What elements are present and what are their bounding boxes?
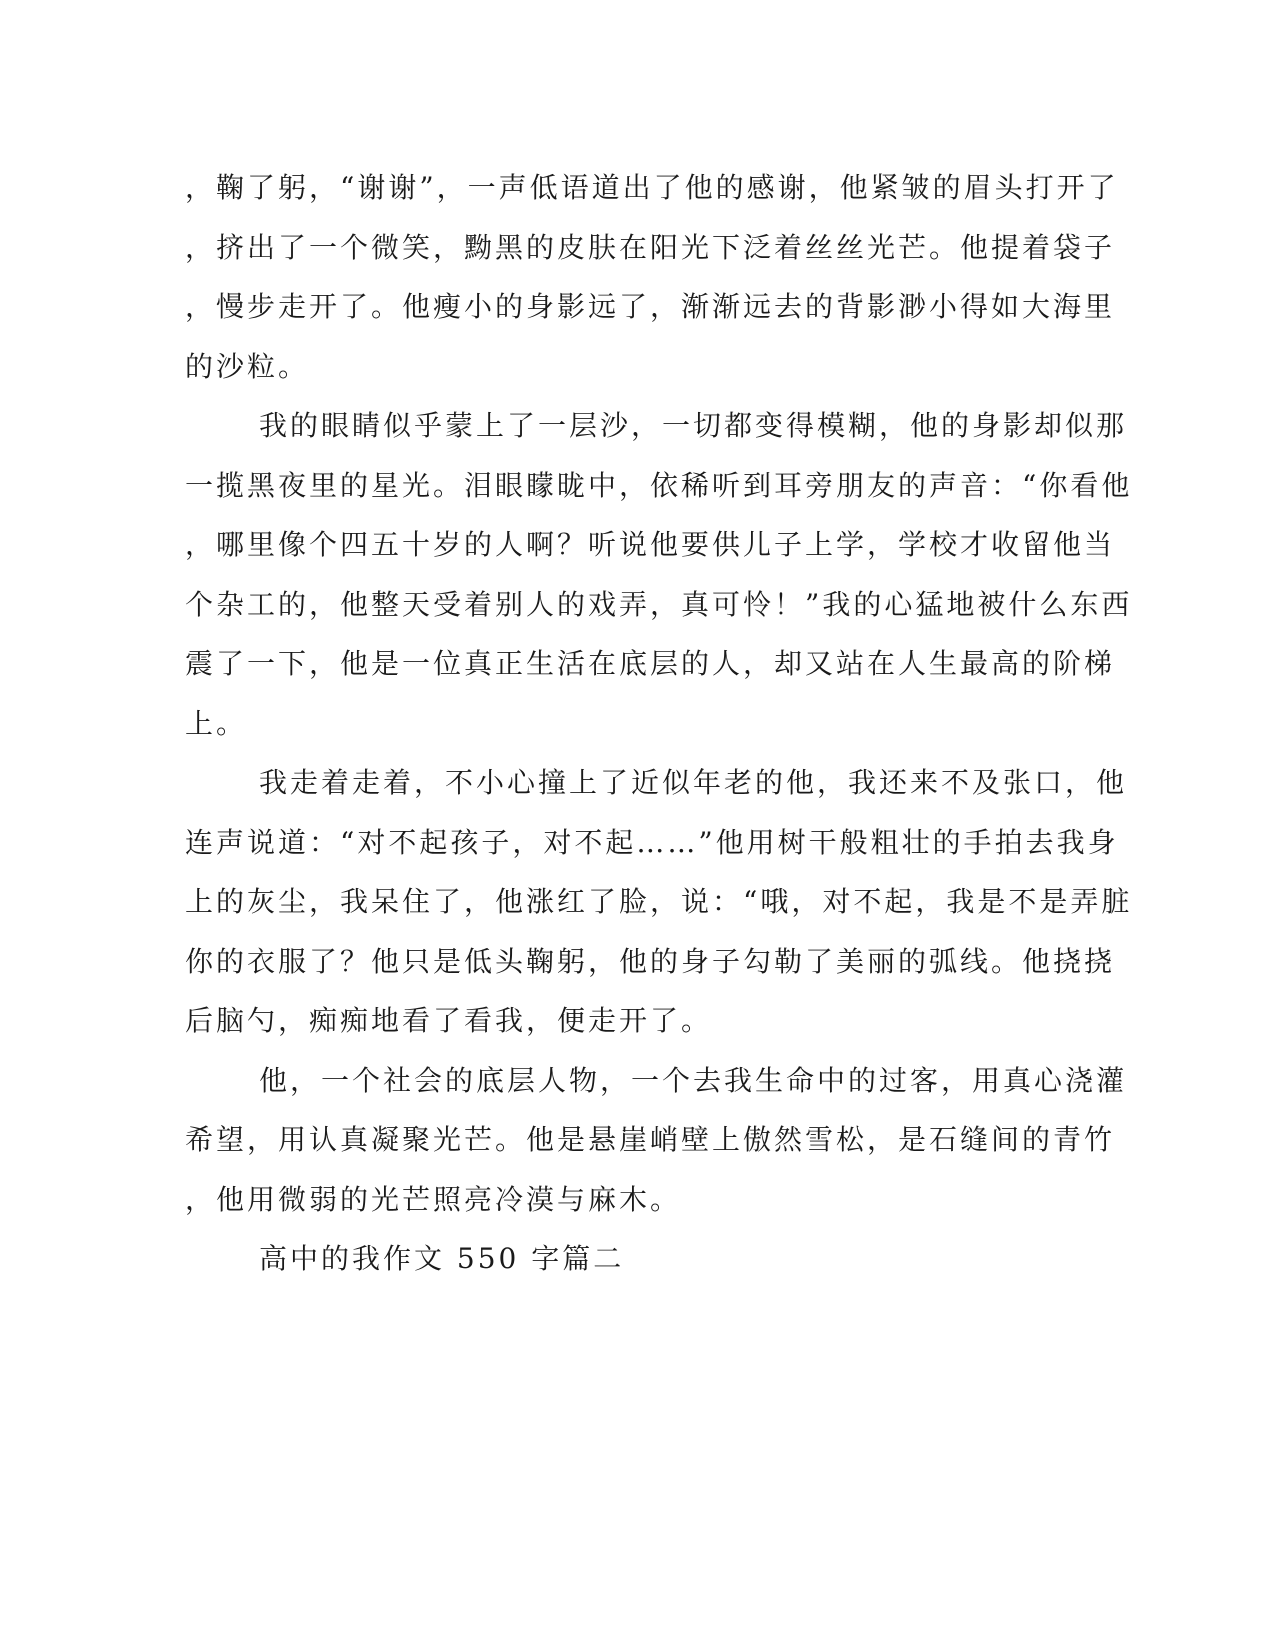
section-heading: 高中的我作文 550 字篇二	[259, 1242, 625, 1275]
essay-body	[185, 158, 1133, 1289]
text-line: 上。	[185, 706, 248, 740]
text-line: ，慢步走开了。他瘦小的身影远了，渐渐远去的背影渺小得如大海里	[185, 290, 1116, 323]
text-line: 一揽黑夜里的星光。泪眼矇昽中，依稀听到耳旁朋友的声音：“你看他	[185, 468, 1133, 502]
text-line: 个杂工的，他整天受着别人的戏弄，真可怜！”我的心猛地被什么东西	[185, 587, 1133, 621]
text-line: ，鞠了躬，“谢谢”，一声低语道出了他的感谢，他紧皱的眉头打开了	[185, 171, 1119, 204]
text-line: 希望，用认真凝聚光芒。他是悬崖峭壁上傲然雪松，是石缝间的青竹	[185, 1123, 1116, 1156]
text-line: ，哪里像个四五十岁的人啊？听说他要供儿子上学，学校才收留他当	[185, 528, 1116, 561]
text-line: 连声说道：“对不起孩子，对不起……”他用树干般粗壮的手拍去我身	[185, 825, 1119, 859]
text-line: 后脑勺，痴痴地看了看我，便走开了。	[185, 1004, 713, 1037]
paragraph-start-line: 我走着走着，不小心撞上了近似年老的他，我还来不及张口，他	[259, 766, 1128, 799]
text-line: ，他用微弱的光芒照亮冷漠与麻木。	[185, 1182, 682, 1216]
paragraph-start-line: 我的眼睛似乎蒙上了一层沙，一切都变得模糊，他的身影却似那	[259, 409, 1128, 442]
paragraph-start-line: 他，一个社会的底层人物，一个去我生命中的过客，用真心浇灌	[259, 1063, 1128, 1097]
text-line: 上的灰尘，我呆住了，他涨红了脸，说：“哦，对不起，我是不是弄脏	[185, 885, 1133, 918]
text-line: 你的衣服了？他只是低头鞠躬，他的身子勾勒了美丽的弧线。他挠挠	[185, 944, 1116, 978]
text-line: 震了一下，他是一位真正生活在底层的人，却又站在人生最高的阶梯	[185, 647, 1116, 680]
text-line: 的沙粒。	[185, 349, 310, 383]
text-line: ，挤出了一个微笑，黝黑的皮肤在阳光下泛着丝丝光芒。他提着袋子	[185, 230, 1116, 264]
